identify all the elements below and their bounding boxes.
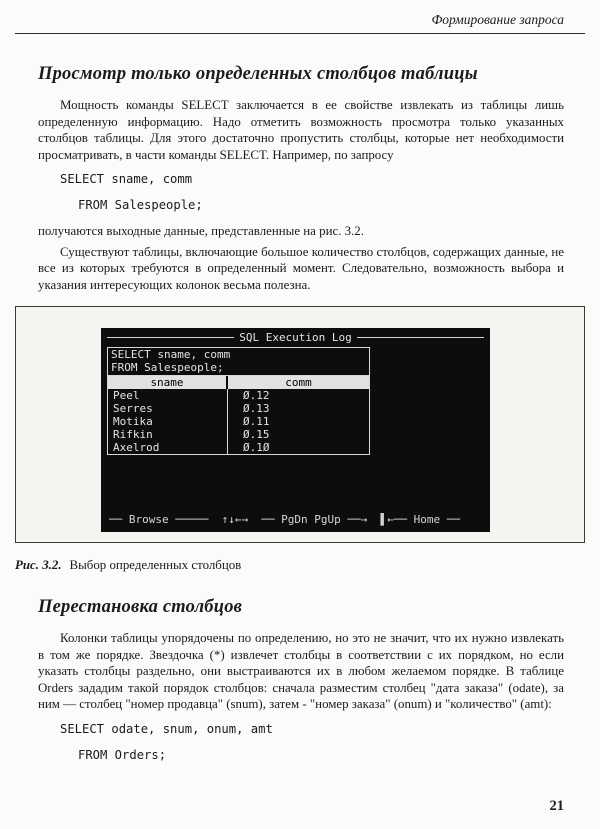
sql-execution-log-terminal [101,328,490,532]
section-title-reorder-columns: Перестановка столбцов [38,597,243,617]
figure-caption-label: Рис. 3.2. [15,558,62,572]
code-from-salespeople: FROM Salespeople; [78,198,203,212]
figure-caption-text: Выбор определенных столбцов [69,558,242,572]
figure-terminal-screenshot [15,306,585,543]
running-head: Формирование запроса [431,12,564,27]
paragraph: Колонки таблицы упорядочены по определению, но это не значит, что их нужно извлекать в том же порядке. Звездочка (*) извлечет столбцы в соответствии с их порядком, но если указать столбцы раздельно, они выстраиваются их в любом желаемом порядке. В таблице Orders зададим такой порядок столбцов: сначала разместим столбец "дата заказа" (odate), за ним — столбец "номер продавца" (snum), затем - "номер заказа" (onum) и "количество" (amt): [38,631,564,711]
terminal-title-bar [107,331,484,344]
cell-comm: Ø.1Ø [243,441,270,454]
terminal-status-bar: ── Browse ───── ↑↓←→ ── PgDn PgUp ──→ ▌←── Home ── [109,513,460,526]
page-number: 21 [549,798,564,814]
table-row [108,389,369,402]
terminal-query-line: SELECT sname, comm [111,348,231,361]
table-row [108,441,369,454]
cell-sname: Axelrod [108,441,228,454]
section-title-view-columns: Просмотр только определенных столбцов таблицы [38,64,478,84]
page-content [0,64,600,293]
cell-comm: Ø.12 [243,389,270,402]
paragraph: Существуют таблицы, включающие большое количество столбцов, содержащих данные, не все из которых требуются в определенный момент. Следовательно, возможность выбора и указания интересующих колонок весьма полезна. [38,244,564,292]
title-rule-right [357,337,484,338]
paragraph: получаются выходные данные, представленные на рис. 3.2. [38,224,364,238]
table-row [108,402,369,415]
table-row [108,428,369,441]
cell-sname: Peel [108,389,228,402]
cell-comm: Ø.15 [243,428,270,441]
figure-caption [15,558,600,573]
cell-comm: Ø.13 [243,402,270,415]
code-from-orders: FROM Orders; [78,747,167,762]
title-rule-left [107,337,234,338]
terminal-query-line: FROM Salespeople; [111,361,224,374]
column-header-sname: sname [108,376,228,389]
page-content-lower [0,597,600,763]
terminal-title: SQL Execution Log [239,331,352,344]
paragraph: Мощность команды SELECT заключается в ее свойстве извлекать из таблицы лишь определенную информацию. Надо отметить возможность просмотра только указанных столбцов таблицы. Для этого достаточно пропустить столбцы, которые нет необходимости просматривать, в части команды SELECT. Например, по запросу [38,98,564,162]
result-table-header [108,376,369,389]
table-row [108,415,369,428]
code-select-odate: SELECT odate, snum, onum, amt [60,721,273,736]
cell-sname: Motika [108,415,228,428]
code-select-sname-comm: SELECT sname, comm [60,172,193,186]
header-rule [15,33,585,34]
cell-comm: Ø.11 [243,415,270,428]
cell-sname: Serres [108,402,228,415]
column-header-comm: comm [285,376,312,389]
cell-sname: Rifkin [108,428,228,441]
terminal-result-box [107,347,370,455]
